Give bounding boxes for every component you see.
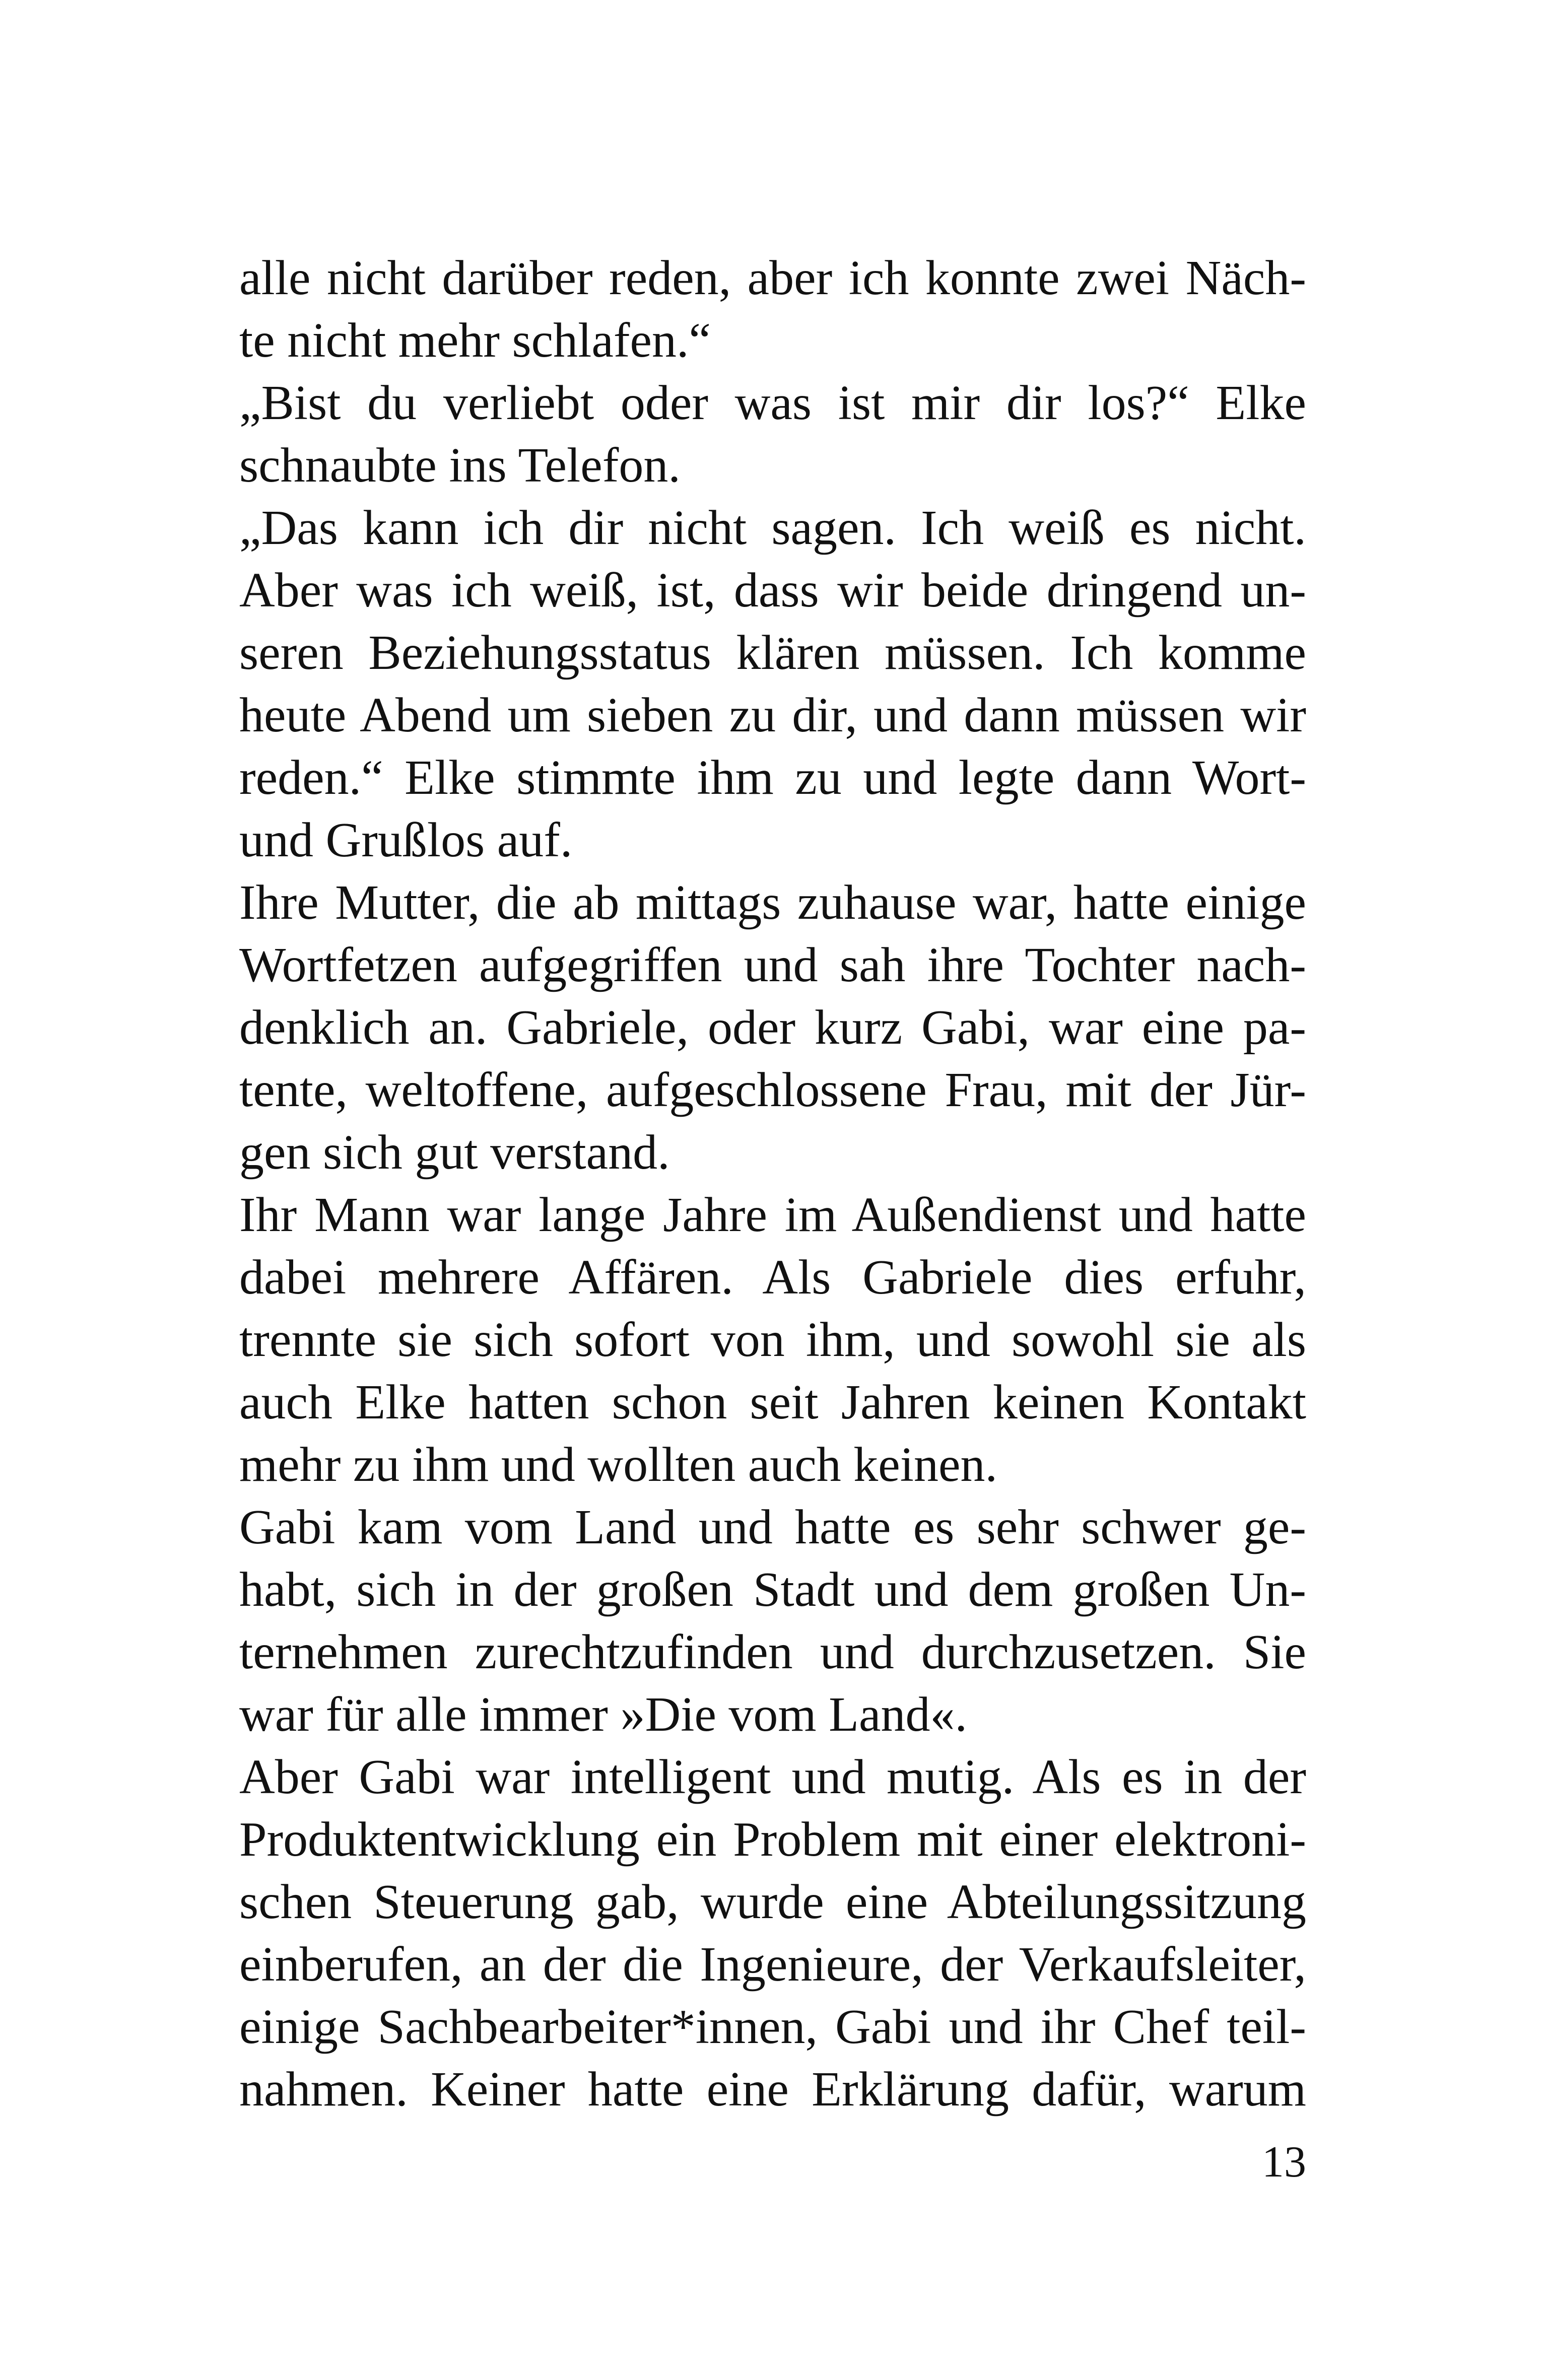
text-line: Ihr Mann war lange Jahre im Außendienst und hatte <box>239 1188 1306 1242</box>
text-line: dabei mehrere Affären. Als Gabriele dies erfuhr, <box>239 1250 1306 1305</box>
text-line: tente, weltoffene, aufgeschlossene Frau, mit der Jür- <box>239 1063 1306 1117</box>
text-line: mehr zu ihm und wollten auch keinen. <box>239 1438 997 1492</box>
text-line: nahmen. Keiner hatte eine Erklärung dafür, warum <box>239 2062 1306 2117</box>
text-line: trennte sie sich sofort von ihm, und sowohl sie als <box>239 1313 1306 1367</box>
text-line: einberufen, an der die Ingenieure, der Verkaufsleiter, <box>239 1937 1306 1992</box>
text-line: Aber Gabi war intelligent und mutig. Als es in der <box>239 1750 1306 1804</box>
text-line: auch Elke hatten schon seit Jahren keinen Kontakt <box>239 1375 1306 1430</box>
text-line: Produktentwicklung ein Problem mit einer elektroni- <box>239 1812 1306 1867</box>
page-number: 13 <box>1262 2138 1306 2187</box>
text-line: schen Steuerung gab, wurde eine Abteilungssitzung <box>239 1875 1306 1929</box>
text-line: gen sich gut verstand. <box>239 1125 670 1180</box>
text-line: Ihre Mutter, die ab mittags zuhause war, hatte einige <box>239 875 1306 930</box>
text-line: „Bist du verliebt oder was ist mir dir los?“ Elke <box>239 376 1306 430</box>
text-line: denklich an. Gabriele, oder kurz Gabi, war eine pa- <box>239 1000 1306 1055</box>
text-line: te nicht mehr schlafen.“ <box>239 313 711 368</box>
text-line: und Grußlos auf. <box>239 813 573 867</box>
text-line: heute Abend um sieben zu dir, und dann müssen wir <box>239 688 1306 742</box>
text-line: Wortfetzen aufgegriffen und sah ihre Tochter nach- <box>239 938 1306 992</box>
text-line: habt, sich in der großen Stadt und dem großen Un- <box>239 1562 1306 1617</box>
text-line: schnaubte ins Telefon. <box>239 438 681 493</box>
text-line: „Das kann ich dir nicht sagen. Ich weiß es nicht. <box>239 501 1306 555</box>
text-line: reden.“ Elke stimmte ihm zu und legte dann Wort- <box>239 751 1306 805</box>
text-line: alle nicht darüber reden, aber ich konnte zwei Näch- <box>239 251 1306 305</box>
text-line: Gabi kam vom Land und hatte es sehr schwer ge- <box>239 1500 1306 1554</box>
text-line: seren Beziehungsstatus klären müssen. Ich komme <box>239 626 1306 680</box>
text-line: ternehmen zurechtzufinden und durchzusetzen. Sie <box>239 1625 1306 1679</box>
text-line: einige Sachbearbeiter*innen, Gabi und ihr Chef teil- <box>239 2000 1306 2054</box>
text-line: war für alle immer »Die vom Land«. <box>239 1687 968 1742</box>
text-line: Aber was ich weiß, ist, dass wir beide dringend un- <box>239 563 1306 618</box>
